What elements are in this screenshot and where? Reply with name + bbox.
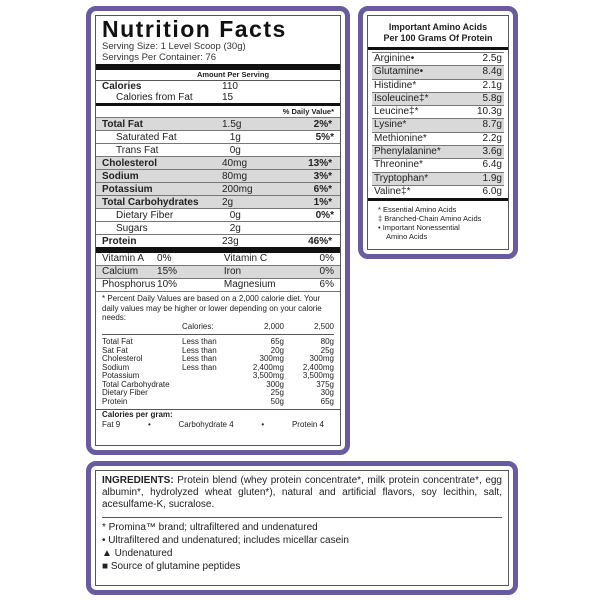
amino-acid-list [372,52,504,198]
nutrient-row [96,144,340,157]
amino-acid-value: 6.4g [482,159,502,171]
calories-per-gram-values [102,420,334,430]
nutrient-amount: 23g [222,235,239,247]
reference-2000: 25g [270,388,284,397]
bullet: • [261,420,265,429]
amino-title-line-2: Per 100 Grams Of Protein [383,33,493,43]
vitamin-name: Phosphorus [102,279,156,290]
vitamin-value: 0% [319,266,334,277]
amino-acid-value: 10.3g [476,106,502,118]
amino-acids-title [372,22,504,44]
reference-nutrient: Cholesterol [102,354,143,363]
fat-per-gram: Fat 9 [102,420,121,429]
nutrient-daily-value: 3%* [313,170,332,182]
nutrient-daily-value: 13%* [308,157,332,169]
vitamin-value: 0% [157,253,172,264]
amino-acid-row [372,173,504,186]
vitamin-name: Calcium [102,266,139,277]
nutrition-facts-panel [86,6,350,455]
key-nonessential-cont: Amino Acids [386,232,428,242]
nutrient-amount: 0g [229,209,241,221]
nutrient-name: Sodium [102,170,139,182]
nutrient-name: Saturated Fat [116,131,177,143]
vitamin-value: 6% [319,279,334,290]
key-nonessential: • Important Nonessential [378,223,460,233]
amount-per-serving: Amount Per Serving [196,70,270,79]
nutrient-amount: 80mg [222,170,248,182]
amino-acid-name: Valine‡* [374,185,411,197]
reference-nutrient: Sat Fat [102,345,128,355]
bullet: • [147,420,151,429]
nutrient-name: Sugars [116,222,148,234]
vitamin-name: Vitamin C [223,253,268,264]
calories-value: 110 [222,81,238,92]
nutrient-row [96,196,340,209]
note-undenatured: ▲ Undenatured [102,548,173,559]
nutrient-amount: 1.5g [222,118,242,130]
nutrient-row [96,157,340,170]
amino-acid-name: Arginine• [374,53,415,64]
reference-2000: 65g [270,337,284,346]
amino-acid-row [372,80,504,93]
ingredients-box [95,470,509,586]
nutrient-daily-value: 6%* [313,183,332,195]
divider [368,198,508,201]
reference-2500: 375g [316,379,334,389]
nutrient-daily-value: 46%* [308,235,332,247]
nutrient-row [96,118,340,131]
reference-nutrient: Potassium [102,371,140,380]
calories-2500-header: 2,500 [313,321,334,331]
amino-acid-name: Lysine* [374,119,407,131]
nutrient-name: Trans Fat [116,144,159,156]
reference-nutrient: Sodium [102,362,130,372]
nutrient-amount: 2g [229,222,241,234]
reference-row [102,355,334,364]
reference-2000: 300mg [259,354,284,363]
reference-row [102,338,334,347]
reference-comparison [182,389,234,398]
reference-nutrient: Total Fat [102,337,133,346]
amino-acid-value: 2.2g [482,132,502,144]
reference-row [102,398,334,407]
amino-acid-value: 3.6g [482,146,502,158]
nutrient-name: Protein [102,235,137,247]
calories-per-gram-title: Calories per gram: [102,410,173,419]
reference-comparison: Less than [182,337,217,346]
reference-2500: 300mg [309,354,334,363]
amino-acid-name: Histidine* [374,79,417,91]
nutrient-name: Total Carbohydrates [102,196,199,208]
amino-acids-label [367,15,509,250]
nutrient-amount: 2g [222,196,234,208]
amino-title-line-1: Important Amino Acids [388,22,488,32]
daily-value-footnote: * Percent Daily Values are based on a 2,000 calorie diet. Your daily values may be higher or lower depending on your calorie needs: [102,294,322,322]
nutrient-amount: 1g [229,131,241,143]
protein-per-gram: Protein 4 [291,420,324,429]
nutrition-facts-label [95,15,341,446]
amino-acid-row [372,146,504,159]
reference-2500: 3,500mg [302,371,334,380]
nutrient-row [96,183,340,196]
nutrient-daily-value: 5%* [315,131,334,143]
nutrient-row [96,222,340,235]
reference-nutrient: Total Carbohydrate [102,379,170,389]
reference-comparison [182,381,234,390]
reference-comparison: Less than [182,362,217,372]
nutrient-daily-value: 2%* [313,118,332,130]
reference-2000: 3,500mg [252,371,284,380]
amino-acid-value: 8.4g [482,66,502,78]
nutrient-daily-value: 1%* [313,196,332,208]
note-promina: * Promina™ brand; ultrafiltered and undenatured [102,522,318,533]
amino-acid-name: Leucine‡* [374,106,419,118]
amino-acid-name: Threonine* [374,159,423,171]
ingredients-text [102,475,502,511]
nutrient-name: Cholesterol [102,157,158,169]
calories-header-label: Calories: [182,321,214,331]
amino-acid-row [372,53,504,66]
servings-per-container: Servings Per Container: 76 [102,52,217,63]
vitamin-value: 10% [157,279,178,290]
nutrient-name: Dietary Fiber [116,209,174,221]
nutrient-row [96,209,340,222]
amino-acid-key [372,205,504,241]
amino-acid-name: Glutamine• [374,66,424,78]
vitamin-row [96,279,340,292]
nutrient-row [96,170,340,183]
vitamin-name: Iron [223,266,242,277]
reference-comparison: Less than [182,345,217,355]
nutrient-row [96,235,340,247]
calories-fat-label: Calories from Fat [116,92,193,103]
nutrition-facts-title: Nutrition Facts [102,16,287,42]
vitamin-row [96,266,340,279]
vitamin-name: Magnesium [223,279,276,290]
divider [368,47,508,50]
serving-size: Serving Size: 1 Level Scoop (30g) [102,41,246,52]
amino-acid-row [372,119,504,132]
ingredients-label: INGREDIENTS: [102,475,174,486]
reference-nutrient: Dietary Fiber [102,388,148,397]
reference-2500: 25g [320,345,334,355]
vitamin-row [96,253,340,266]
reference-comparison [182,372,234,381]
nutrient-rows [96,117,340,247]
ingredient-notes [102,517,502,573]
ingredients-panel [86,461,518,595]
calories-per-gram [102,410,334,430]
nutrient-amount: 200mg [222,183,253,195]
amino-acid-row [372,133,504,146]
vitamin-value: 0% [319,253,334,264]
amino-acids-panel [358,6,518,259]
amino-acid-value: 8.7g [482,119,502,131]
nutrient-row [96,131,340,144]
vitamin-rows [102,253,334,292]
key-branched-chain: ‡ Branched-Chain Amino Acids [378,214,482,224]
calories-fat-value: 15 [222,92,234,103]
key-essential: * Essential Amino Acids [378,205,457,215]
calories-2000-header: 2,000 [263,321,284,331]
daily-value-header: % Daily Value* [282,107,334,116]
amino-acid-value: 2.1g [482,79,502,91]
reference-2000: 50g [270,396,284,406]
reference-2500: 30g [320,388,334,397]
amino-acid-value: 6.0g [482,185,502,197]
vitamin-name: Vitamin A [102,253,145,264]
amino-acid-row [372,106,504,119]
daily-value-reference-table [102,323,334,407]
nutrient-amount: 40mg [222,157,248,169]
reference-nutrient: Protein [102,396,128,406]
reference-2000: 2,400mg [252,362,284,372]
amino-acid-name: Methionine* [374,132,427,144]
note-micellar: • Ultrafiltered and undenatured; includes micellar casein [102,535,349,546]
reference-comparison [182,398,234,407]
amino-acid-value: 1.9g [482,172,502,184]
calories-row [102,81,334,92]
amino-acid-name: Isoleucine‡* [374,92,429,104]
nutrient-amount: 0g [229,144,241,156]
amino-acid-value: 5.8g [482,92,502,104]
note-glutamine: ■ Source of glutamine peptides [102,561,241,572]
amino-acid-value: 2.5g [482,53,502,64]
reference-2000: 20g [270,345,284,355]
reference-2500: 80g [320,337,334,346]
vitamin-value: 15% [157,266,178,277]
reference-2500: 65g [320,396,334,406]
carbohydrate-per-gram: Carbohydrate 4 [178,420,234,429]
amino-acid-name: Phenylalanine* [374,146,441,158]
reference-2000: 300g [266,379,284,389]
reference-row [102,389,334,398]
amino-acid-row [372,159,504,172]
reference-header-row [102,323,334,332]
nutrient-daily-value: 0%* [315,209,334,221]
calories-label: Calories [102,81,142,92]
ingredients-list: Protein blend (whey protein concentrate*, milk protein concentrate*, egg albumin*, hydrolyzed wheat gluten*), natural and artificial flavors, soy lecithin, salt, acesulfame-K, sucralose. [102,475,502,510]
reference-comparison: Less than [182,354,217,363]
amino-acid-row [372,66,504,79]
calories-fat-row [102,92,334,103]
reference-2500: 2,400mg [302,362,334,372]
amino-acid-name: Tryptophan* [374,172,429,184]
amino-acid-row [372,93,504,106]
nutrient-name: Total Fat [102,118,143,130]
nutrient-name: Potassium [102,183,153,195]
amino-acid-row [372,186,504,198]
